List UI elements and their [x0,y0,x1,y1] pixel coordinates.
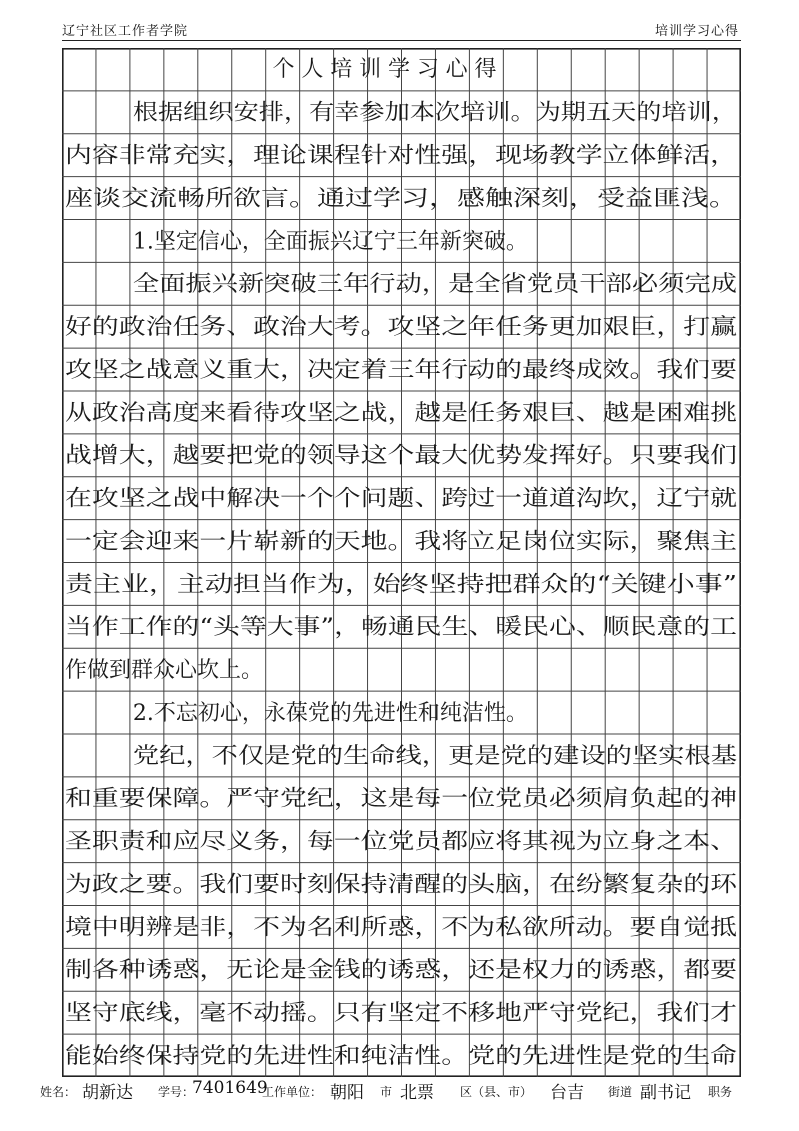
text-line: 内容非常充实，理论课程针对性强，现场教学立体鲜活， [65,143,737,169]
text-line: 责主业，主动担当作为，始终坚持把群众的“关键小事” [65,572,738,598]
text-line: 从政治高度来看待攻坚之战，越是任务艰巨、越是困难挑 [65,400,737,426]
district-value: 北票 [400,1083,434,1103]
position-label: 职务 [708,1085,733,1099]
text-line: 和重要保障。严守党纪，这是每一位党员必须肩负起的神 [65,786,737,812]
street-value: 台吉 [550,1083,584,1103]
text-line: 坚守底线，毫不动摇。只有坚定不移地严守党纪，我们才 [65,1001,737,1027]
text-line: 为政之要。我们要时刻保持清醒的头脑，在纷繁复杂的环 [65,872,739,898]
text-line: 全面振兴新突破三年行动，是全省党员干部必须完成 [132,272,737,298]
header-doc-type: 培训学习心得 [654,24,739,39]
text-line: 境中明辨是非，不为名利所惑，不为私欲所动。要自觉抵 [65,915,737,941]
text-line: 党纪，不仅是党的生命线，更是党的建设的坚实根基 [132,743,737,769]
id-label: 学号： [158,1085,195,1099]
text-line: 2.不忘初心，永葆党的先进性和纯洁性。 [132,700,528,726]
header-institution: 辽宁社区工作者学院 [62,24,189,39]
text-line: 作做到群众心坎上。 [65,658,264,684]
text-line: 攻坚之战意义重大，决定着三年行动的最终成效。我们要 [65,357,737,383]
position-value: 副书记 [640,1083,691,1103]
text-line: 好的政治任务、政治大考。攻坚之年任务更加艰巨，打赢 [65,315,737,341]
city-label: 市 [380,1085,393,1099]
name-value: 胡新达 [82,1083,133,1103]
name-label: 姓名： [40,1085,77,1099]
header-divider [62,40,741,41]
text-line: 圣职责和应尽义务，每一位党员都应将其视为立身之本、 [65,829,737,855]
text-line: 一定会迎来一片崭新的天地。我将立足岗位实际，聚焦主 [65,529,737,555]
text-line: 当作工作的“头等大事”，畅通民生、暖民心、顺民意的工 [65,615,737,641]
manuscript-grid [62,48,741,1077]
text-line: 在攻坚之战中解决一个个问题、跨过一道道沟坎，辽宁就 [65,486,737,512]
text-line: 根据组织安排，有幸参加本次培训。为期五天的培训， [132,100,738,126]
text-line: 1.坚定信心，全面振兴辽宁三年新突破。 [132,229,528,255]
text-line: 座谈交流畅所欲言。通过学习，感触深刻，受益匪浅。 [65,186,737,212]
unit-label: 工作单位： [262,1085,323,1099]
city-value: 朝阳 [330,1083,364,1103]
id-value: 7401649 [192,1078,268,1098]
street-label: 街道 [608,1085,633,1099]
district-label: 区（县、市） [460,1085,533,1099]
text-line: 制各种诱惑，无论是金钱的诱惑，还是权力的诱惑，都要 [65,958,737,984]
document-title: 个人培训学习心得 [272,56,497,82]
text-line: 能始终保持党的先进性和纯洁性。党的先进性是党的生命 [65,1043,737,1069]
text-line: 战增大，越要把党的领导这个最大优势发挥好。只要我们 [65,443,737,469]
